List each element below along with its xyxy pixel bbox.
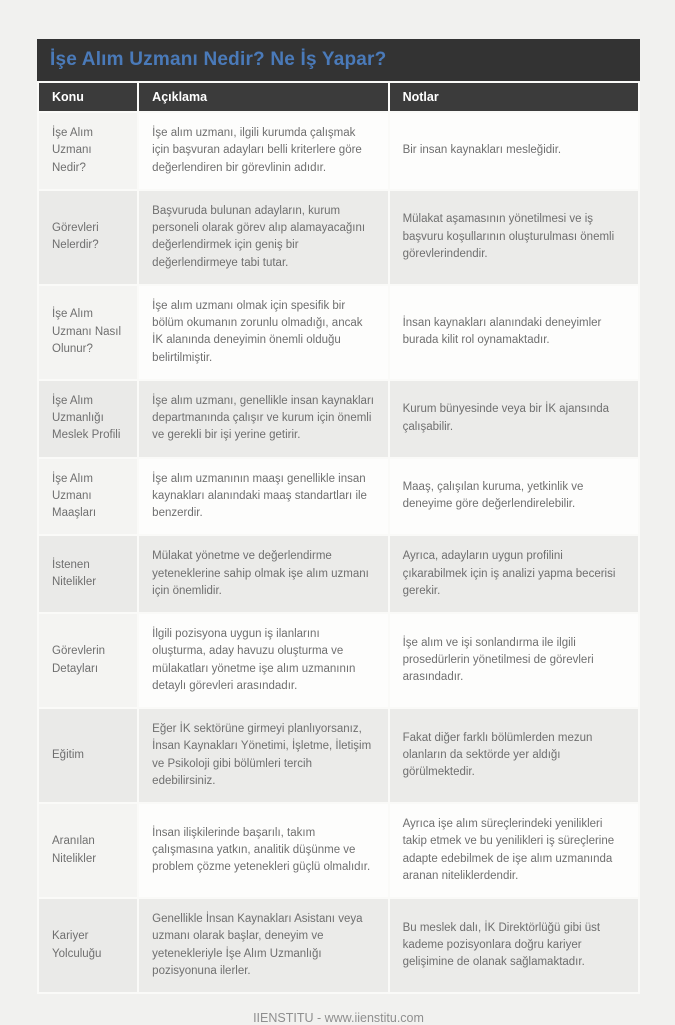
notes-cell: Mülakat aşamasının yönetilmesi ve iş başvuru koşullarının oluşturulması önemli görevlerindendir. [390, 191, 638, 284]
topic-cell: Kariyer Yolculuğu [39, 899, 137, 992]
description-cell: İşe alım uzmanı, genellikle insan kaynakları departmanında çalışır ve kurum için önemli ve gerekli bir işi yerine getirir. [139, 381, 387, 457]
description-cell: Başvuruda bulunan adayların, kurum personeli olarak görev alıp alamayacağını değerlendirmek için geniş bir değerlendirmeye tabi tutar. [139, 191, 387, 284]
column-header-konu: Konu [39, 83, 137, 111]
table-row [39, 286, 638, 379]
topic-cell: Görevleri Nelerdir? [39, 191, 137, 284]
description-cell: Mülakat yönetme ve değerlendirme yeteneklerine sahip olmak işe alım uzmanı için önemlidir. [139, 536, 387, 612]
table-row [39, 709, 638, 802]
notes-cell: Maaş, çalışılan kuruma, yetkinlik ve deneyime göre değerlendirelebilir. [390, 459, 638, 535]
notes-cell: Ayrıca, adayların uygun profilini çıkarabilmek için iş analizi yapma becerisi gerekir. [390, 536, 638, 612]
table-row [39, 804, 638, 897]
column-header-notlar: Notlar [390, 83, 638, 111]
info-table [37, 81, 640, 994]
topic-cell: Eğitim [39, 709, 137, 802]
page-title: İşe Alım Uzmanı Nedir? Ne İş Yapar? [37, 39, 640, 81]
footer-credit: IIENSTITU - www.iienstitu.com [253, 1011, 424, 1025]
description-cell: İşe alım uzmanının maaşı genellikle insan kaynakları alanındaki maaş standartları ile benzerdir. [139, 459, 387, 535]
notes-cell: Bir insan kaynakları mesleğidir. [390, 113, 638, 189]
content-card [37, 39, 640, 1025]
description-cell: İşe alım uzmanı olmak için spesifik bir bölüm okumanın zorunlu olmadığı, ancak İK alanında deneyimin önemli olduğu belirtilmiştir. [139, 286, 387, 379]
column-header-aciklama: Açıklama [139, 83, 387, 111]
table-row [39, 536, 638, 612]
notes-cell: İşe alım ve işi sonlandırma ile ilgili prosedürlerin yönetilmesi de görevleri arasındadır. [390, 614, 638, 707]
notes-cell: Bu meslek dalı, İK Direktörlüğü gibi üst kademe pozisyonlara doğru kariyer gelişimine de olanak sağlamaktadır. [390, 899, 638, 992]
table-header [39, 83, 638, 111]
table-row [39, 899, 638, 992]
table-body [39, 113, 638, 992]
topic-cell: Görevlerin Detayları [39, 614, 137, 707]
description-cell: Eğer İK sektörüne girmeyi planlıyorsanız, İnsan Kaynakları Yönetimi, İşletme, İletişim ve Psikoloji gibi bölümleri tercih edebilirsiniz. [139, 709, 387, 802]
topic-cell: İşe Alım Uzmanı Maaşları [39, 459, 137, 535]
notes-cell: Kurum bünyesinde veya bir İK ajansında çalışabilir. [390, 381, 638, 457]
topic-cell: İşe Alım Uzmanı Nedir? [39, 113, 137, 189]
table-row [39, 191, 638, 284]
table-row [39, 113, 638, 189]
topic-cell: İşe Alım Uzmanı Nasıl Olunur? [39, 286, 137, 379]
notes-cell: Fakat diğer farklı bölümlerden mezun olanların da sektörde yer aldığı görülmektedir. [390, 709, 638, 802]
notes-cell: Ayrıca işe alım süreçlerindeki yenilikleri takip etmek ve bu yenilikleri iş süreçlerine adapte edebilmek de işe alım uzmanında aranan niteliklerdendir. [390, 804, 638, 897]
description-cell: İlgili pozisyona uygun iş ilanlarını oluşturma, aday havuzu oluşturma ve mülakatları yönetme işe alım uzmanının detaylı görevleri arasındadır. [139, 614, 387, 707]
topic-cell: İşe Alım Uzmanlığı Meslek Profili [39, 381, 137, 457]
header-row [39, 83, 638, 111]
description-cell: İşe alım uzmanı, ilgili kurumda çalışmak için başvuran adayları belli kriterlere göre değerlendiren bir görevlinin adıdır. [139, 113, 387, 189]
description-cell: İnsan ilişkilerinde başarılı, takım çalışmasına yatkın, analitik düşünme ve problem çözme yetenekleri güçlü olmalıdır. [139, 804, 387, 897]
notes-cell: İnsan kaynakları alanındaki deneyimler burada kilit rol oynamaktadır. [390, 286, 638, 379]
table-row [39, 381, 638, 457]
topic-cell: Aranılan Nitelikler [39, 804, 137, 897]
table-row [39, 459, 638, 535]
table-row [39, 614, 638, 707]
description-cell: Genellikle İnsan Kaynakları Asistanı veya uzmanı olarak başlar, deneyim ve yetenekleriyle İşe Alım Uzmanlığı pozisyonuna ilerler. [139, 899, 387, 992]
topic-cell: İstenen Nitelikler [39, 536, 137, 612]
